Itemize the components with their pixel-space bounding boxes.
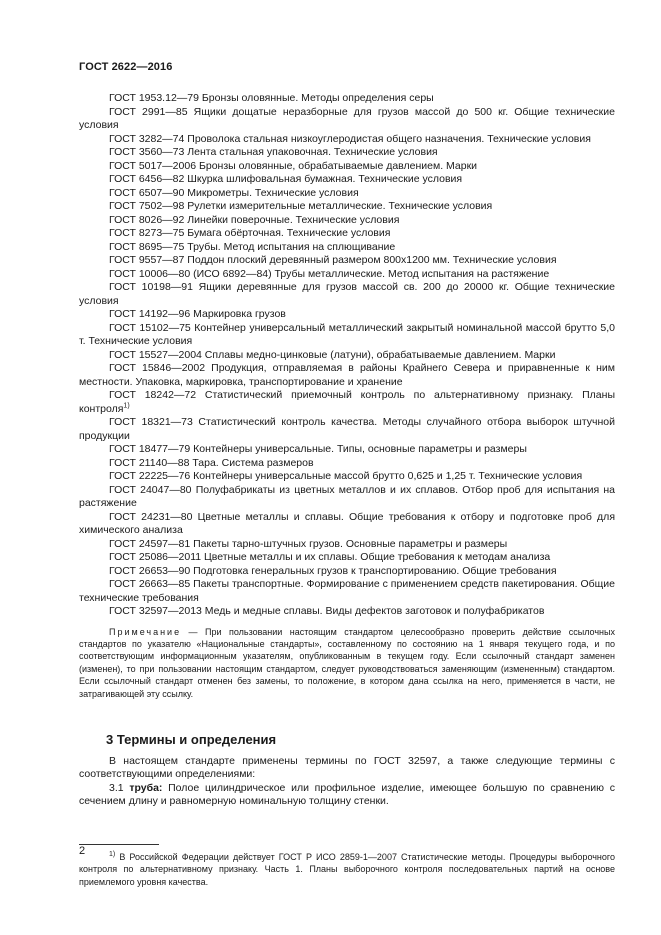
reference-item: ГОСТ 15102—75 Контейнер универсальный металлический закрытый номинальной массой брутто 5,0 т. Технические условия — [79, 321, 615, 347]
term-number: 3.1 — [109, 781, 124, 794]
note-paragraph — [79, 626, 615, 700]
reference-item: ГОСТ 26663—85 Пакеты транспортные. Формирование с применением средств пакетирования. Общие технические требования — [79, 578, 615, 604]
reference-item: ГОСТ 2991—85 Ящики дощатые неразборные для грузов массой до 500 кг. Общие технические условия — [79, 105, 615, 131]
reference-item: ГОСТ 6456—82 Шкурка шлифовальная бумажная. Технические условия — [109, 173, 463, 185]
reference-item: ГОСТ 22225—76 Контейнеры универсальные массой брутто 0,625 и 1,25 т. Технические условия — [109, 470, 583, 482]
term-name: труба: — [129, 781, 163, 794]
reference-item: ГОСТ 15846—2002 Продукция, отправляемая в районы Крайнего Севера и приравненные к ним местности. Упаковка, маркировка, транспортирование и хранение — [79, 362, 615, 388]
references-list — [79, 92, 615, 619]
reference-item: ГОСТ 21140—88 Тара. Система размеров — [109, 456, 314, 469]
reference-item: ГОСТ 5017—2006 Бронзы оловянные, обрабатываемые давлением. Марки — [109, 159, 478, 172]
footnote-divider — [79, 844, 159, 845]
reference-item: ГОСТ 10198—91 Ящики деревянные для грузов массой св. 200 до 20000 кг. Общие технические условия — [79, 281, 615, 307]
reference-item: ГОСТ 18321—73 Статистический контроль качества. Методы случайного отбора выборок штучной продукции — [79, 416, 615, 442]
note-text: — При пользовании настоящим стандартом целесообразно проверить действие ссылочных стандартов по указателю «Национальные стандарты», составленному по состоянию на 1 января текущего года, и по соответствующим информационным указателям, опубликованным в текущем году. Если ссылочный стандарт заменен (изменен), то при пользовании настоящим стандартом, следует руководствоваться заменяющим (измененным) стандартом. Если ссылочный стандарт отменен без замены, то положение, в котором дана ссылка на него, применяется в части, не затрагивающей эту ссылку. — [79, 626, 615, 699]
reference-item: ГОСТ 7502—98 Рулетки измерительные металлические. Технические условия — [109, 200, 493, 212]
term-definition — [79, 782, 615, 809]
reference-item: ГОСТ 3282—74 Проволока стальная низкоуглеродистая общего назначения. Технические условия — [109, 132, 591, 145]
footnote-ref[interactable]: 1) — [123, 402, 130, 409]
reference-item: ГОСТ 32597—2013 Медь и медные сплавы. Виды дефектов заготовок и полуфабрикатов — [109, 605, 545, 617]
reference-text: ГОСТ 18242—72 Статистический приемочный контроль по альтернативному признаку. Планы контроля — [79, 389, 615, 415]
reference-item: ГОСТ 25086—2011 Цветные металлы и их сплавы. Общие требования к методам анализа — [109, 551, 551, 563]
reference-item: ГОСТ 18477—79 Контейнеры универсальные. Типы, основные параметры и размеры — [109, 443, 527, 455]
reference-item: ГОСТ 8695—75 Трубы. Метод испытания на сплющивание — [109, 240, 396, 253]
term-definition-text: Полое цилиндрическое или профильное изделие, имеющее большую по сравнению с сечением длину и равномерную номинальную толщину стенки. — [79, 781, 615, 808]
document-body — [79, 92, 615, 888]
section-intro: В настоящем стандарте применены термины по ГОСТ 32597, а также следующие термины с соответствующими определениями: — [79, 754, 615, 781]
reference-item-18242 — [79, 389, 615, 416]
reference-item: ГОСТ 24047—80 Полуфабрикаты из цветных металлов и их сплавов. Отбор проб для испытания на растяжение — [79, 483, 615, 509]
footnote-text: В Российской Федерации действует ГОСТ Р ИСО 2859-1—2007 Статистические методы. Процедуры выборочного контроля по альтернативному признаку. Часть 1. Планы выборочного контроля последовательных партий на основе приемлемого уровня качества. — [79, 851, 615, 887]
reference-item: ГОСТ 1953.12—79 Бронзы оловянные. Методы определения серы — [109, 92, 434, 104]
reference-item: ГОСТ 6507—90 Микрометры. Технические условия — [109, 186, 359, 199]
page-number: 2 — [79, 845, 86, 857]
reference-item: ГОСТ 8026—92 Линейки поверочные. Технические условия — [109, 213, 400, 226]
section-heading: 3 Термины и определения — [106, 731, 277, 747]
reference-item: ГОСТ 14192—96 Маркировка грузов — [109, 308, 286, 320]
note-label: Примечание — [109, 626, 182, 637]
footnote — [79, 851, 615, 888]
reference-item: ГОСТ 10006—80 (ИСО 6892—84) Трубы металлические. Метод испытания на растяжение — [109, 267, 550, 280]
reference-item: ГОСТ 26653—90 Подготовка генеральных грузов к транспортированию. Общие требования — [109, 564, 557, 577]
reference-item: ГОСТ 3560—73 Лента стальная упаковочная. Технические условия — [109, 146, 438, 158]
reference-item: ГОСТ 24231—80 Цветные металлы и сплавы. Общие требования к отбору и подготовке проб для химического анализа — [79, 510, 615, 536]
reference-item: ГОСТ 9557—87 Поддон плоский деревянный размером 800х1200 мм. Технические условия — [109, 254, 557, 266]
footnote-mark: 1) — [109, 850, 116, 858]
reference-item: ГОСТ 8273—75 Бумага обёрточная. Технические условия — [109, 227, 391, 239]
reference-item: ГОСТ 15527—2004 Сплавы медно-цинковые (латуни), обрабатываемые давлением. Марки — [109, 348, 556, 361]
page-header: ГОСТ 2622—2016 — [79, 61, 173, 73]
reference-item: ГОСТ 24597—81 Пакеты тарно-штучных грузов. Основные параметры и размеры — [109, 537, 508, 550]
